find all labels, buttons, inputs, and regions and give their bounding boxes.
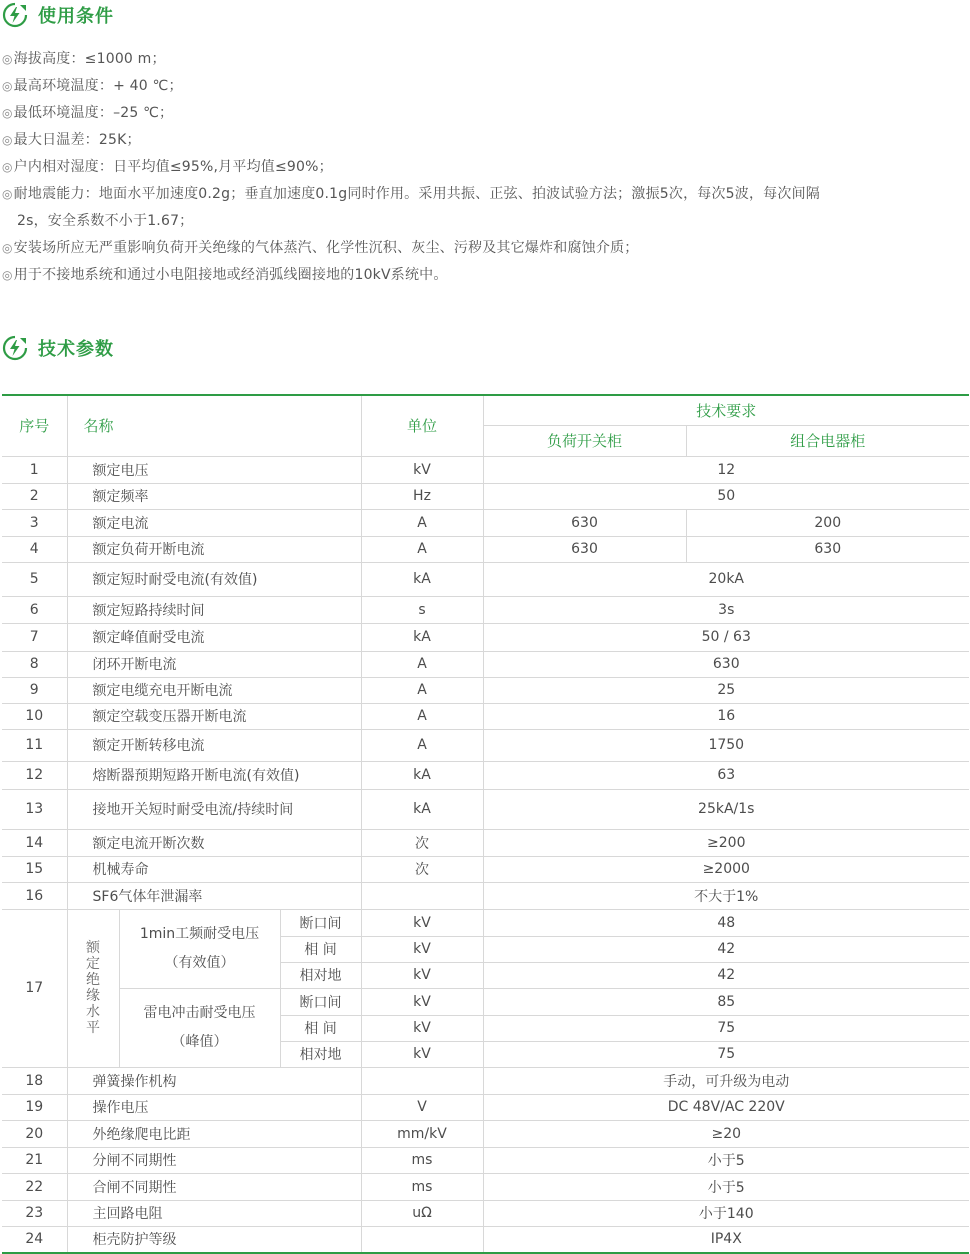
table-row: 16 SF6气体年泄漏率 不大于1% [2, 882, 969, 909]
table-row: 1 额定电压 kV 12 [2, 456, 969, 483]
table-row: 23 主回路电阻 uΩ 小于140 [2, 1200, 969, 1226]
header-combo: 组合电器柜 [686, 425, 969, 456]
table-row: 5 额定短时耐受电流(有效值) kA 20kA [2, 562, 969, 596]
circle-bullet-icon: ◎ [2, 52, 13, 66]
circle-bullet-icon: ◎ [2, 187, 13, 201]
table-row: 3 额定电流 A 630 200 [2, 509, 969, 536]
table-row: 8 闭环开断电流 A 630 [2, 651, 969, 677]
section-header-conditions [2, 2, 114, 28]
circle-bullet-icon: ◎ [2, 79, 13, 93]
insulation-group-label: 额定绝缘水平 [67, 909, 119, 1067]
list-item: ◎户内相对湿度：日平均值≤95%,月平均值≤90%； [2, 159, 333, 175]
circle-bullet-icon: ◎ [2, 160, 13, 174]
table-row: 22 合闸不同期性 ms 小于5 [2, 1173, 969, 1200]
lightning-leaf-icon [2, 335, 28, 361]
table-row: 雷电冲击耐受电压 （峰值） 断口间 kV 85 [2, 988, 969, 1015]
circle-bullet-icon: ◎ [2, 241, 13, 255]
table-row: 11 额定开断转移电流 A 1750 [2, 729, 969, 761]
lightning-leaf-icon [2, 2, 28, 28]
table-row: 19 操作电压 V DC 48V/AC 220V [2, 1094, 969, 1120]
header-no: 序号 [2, 395, 67, 456]
list-item: ◎耐地震能力：地面水平加速度0.2g；垂直加速度0.1g同时作用。采用共振、正弦、拍波试验方法；激振5次，每次5波，每次间隔 2s，安全系数不小于1.67； [2, 186, 820, 229]
table-row: 相 间 kV 42 [2, 936, 969, 962]
table-row: 12 熔断器预期短路开断电流(有效值) kA 63 [2, 761, 969, 789]
table-row: 13 接地开关短时耐受电流/持续时间 kA 25kA/1s [2, 789, 969, 829]
table-row: 相对地 kV 42 [2, 962, 969, 988]
circle-bullet-icon: ◎ [2, 133, 13, 147]
table-header-row [2, 395, 969, 425]
table-row: 24 柜壳防护等级 IP4X [2, 1226, 969, 1253]
header-unit: 单位 [361, 395, 483, 456]
table-row: 7 额定峰值耐受电流 kA 50 / 63 [2, 623, 969, 651]
spec-table [2, 394, 969, 1254]
lightning-impulse-cell: 雷电冲击耐受电压 （峰值） [119, 988, 280, 1067]
table-row: 21 分闸不同期性 ms 小于5 [2, 1147, 969, 1173]
header-name: 名称 [67, 395, 361, 456]
table-row: 17 额定绝缘水平 1min工频耐受电压 （有效值） 断口间 kV 48 [2, 909, 969, 936]
table-row: 15 机械寿命 次 ≥2000 [2, 856, 969, 882]
table-row: 6 额定短路持续时间 s 3s [2, 596, 969, 623]
list-item: ◎用于不接地系统和通过小电阻接地或经消弧线圈接地的10kV系统中。 [2, 267, 448, 283]
list-item: ◎安装场所应无严重影响负荷开关绝缘的气体蒸汽、化学性沉积、灰尘、污秽及其它爆炸和腐蚀介质； [2, 240, 639, 256]
header-requirement: 技术要求 [483, 395, 969, 425]
circle-bullet-icon: ◎ [2, 106, 13, 120]
table-row: 20 外绝缘爬电比距 mm/kV ≥20 [2, 1120, 969, 1147]
table-row: 2 额定频率 Hz 50 [2, 483, 969, 509]
table-row: 14 额定电流开断次数 次 ≥200 [2, 829, 969, 856]
table-row: 相 间 kV 75 [2, 1015, 969, 1041]
table-row: 4 额定负荷开断电流 A 630 630 [2, 536, 969, 562]
table-row: 9 额定电缆充电开断电流 A 25 [2, 677, 969, 703]
section-title-conditions: 使用条件 [38, 6, 114, 27]
list-item: ◎最大日温差：25K； [2, 132, 141, 148]
section-header-params [2, 335, 114, 361]
section-title-params: 技术参数 [38, 339, 114, 360]
table-row: 相对地 kV 75 [2, 1041, 969, 1067]
header-load-switch: 负荷开关柜 [483, 425, 686, 456]
list-item: ◎海拔高度：≤1000 m； [2, 51, 166, 67]
power-frequency-cell: 1min工频耐受电压 （有效值） [119, 909, 280, 988]
list-item: ◎最低环境温度：–25 ℃； [2, 105, 174, 121]
table-row: 18 弹簧操作机构 手动，可升级为电动 [2, 1067, 969, 1094]
circle-bullet-icon: ◎ [2, 268, 13, 282]
table-row: 10 额定空载变压器开断电流 A 16 [2, 703, 969, 729]
conditions-list [2, 46, 962, 289]
list-item: ◎最高环境温度：+ 40 ℃； [2, 78, 183, 94]
